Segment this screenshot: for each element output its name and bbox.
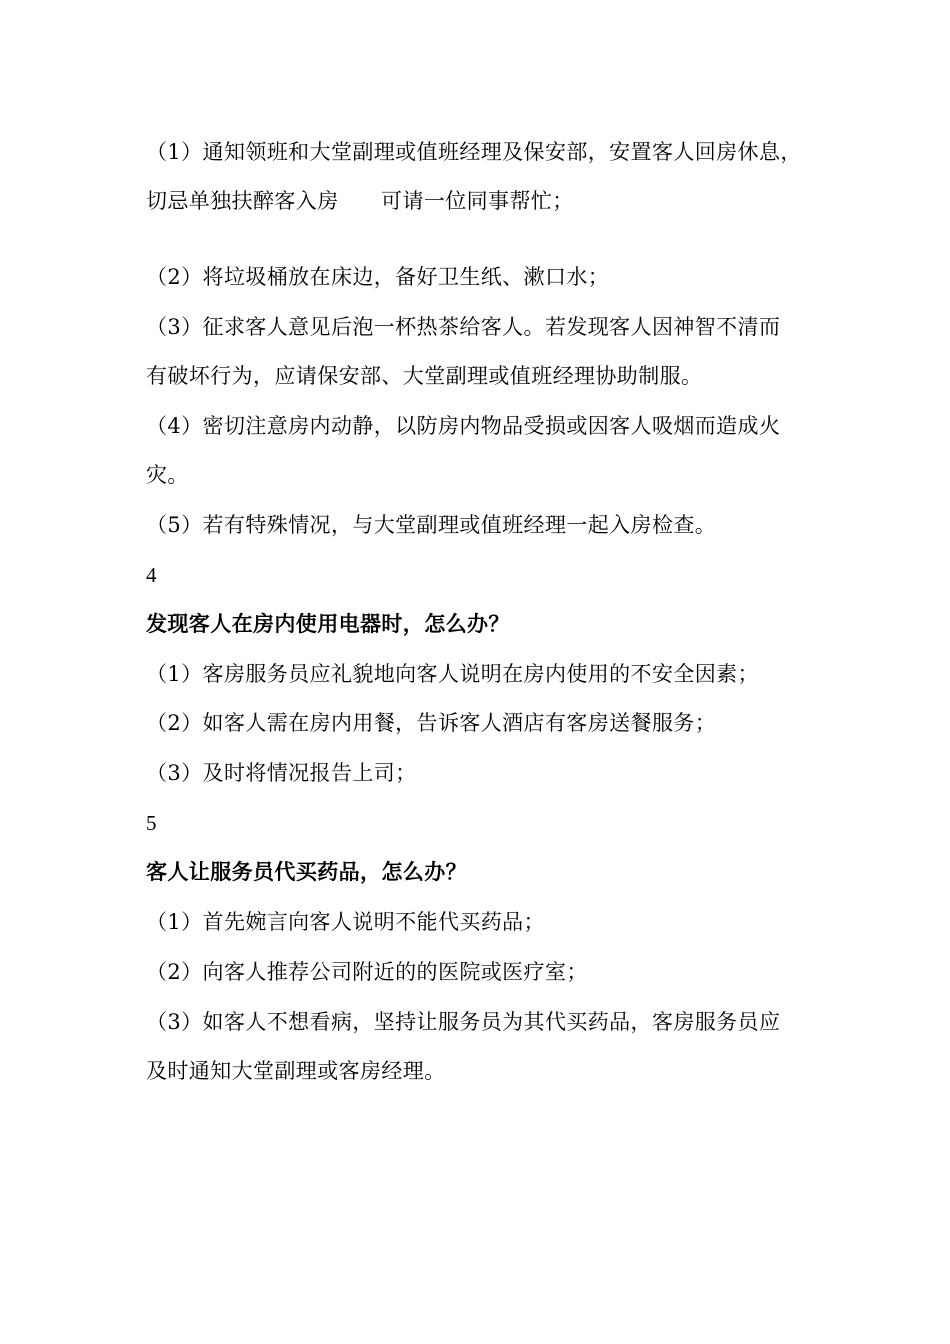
item-line: （4）密切注意房内动静，以防房内物品受损或因客人吸烟而造成火 (146, 414, 781, 438)
item-line: （3）征求客人意见后泡一杯热茶给客人。若发现客人因神智不清而 (146, 315, 781, 339)
item-line: （1）客房服务员应礼貌地向客人说明在房内使用的不安全因素； (146, 662, 759, 686)
section-title: 客人让服务员代买药品，怎么办？ (146, 859, 467, 884)
item-line: （3）如客人不想看病，坚持让服务员为其代买药品，客房服务员应 (146, 1010, 781, 1034)
item-line: 切忌单独扶醉客入房 可请一位同事帮忙； (146, 189, 574, 213)
item-line: （1）首先婉言向客人说明不能代买药品； (146, 910, 545, 934)
item-line: 灾。 (146, 463, 189, 487)
section-number: 5 (146, 811, 157, 835)
section-number: 4 (146, 563, 157, 587)
item-line: （2）将垃圾桶放在床边，备好卫生纸、漱口水； (146, 265, 610, 289)
item-line: 及时通知大堂副理或客房经理。 (146, 1059, 446, 1083)
item-line: 有破坏行为，应请保安部、大堂副理或值班经理协助制服。 (146, 364, 703, 388)
item-line: （2）如客人需在房内用餐，告诉客人酒店有客房送餐服务； (146, 711, 717, 735)
item-line: （2）向客人推荐公司附近的的医院或医疗室； (146, 960, 588, 984)
item-line: （1）通知领班和大堂副理或值班经理及保安部，安置客人回房休息， (146, 140, 802, 164)
section-title: 发现客人在房内使用电器时，怎么办？ (146, 611, 510, 636)
item-line: （5）若有特殊情况，与大堂副理或值班经理一起入房检查。 (146, 513, 717, 537)
item-line: （3）及时将情况报告上司； (146, 761, 417, 785)
